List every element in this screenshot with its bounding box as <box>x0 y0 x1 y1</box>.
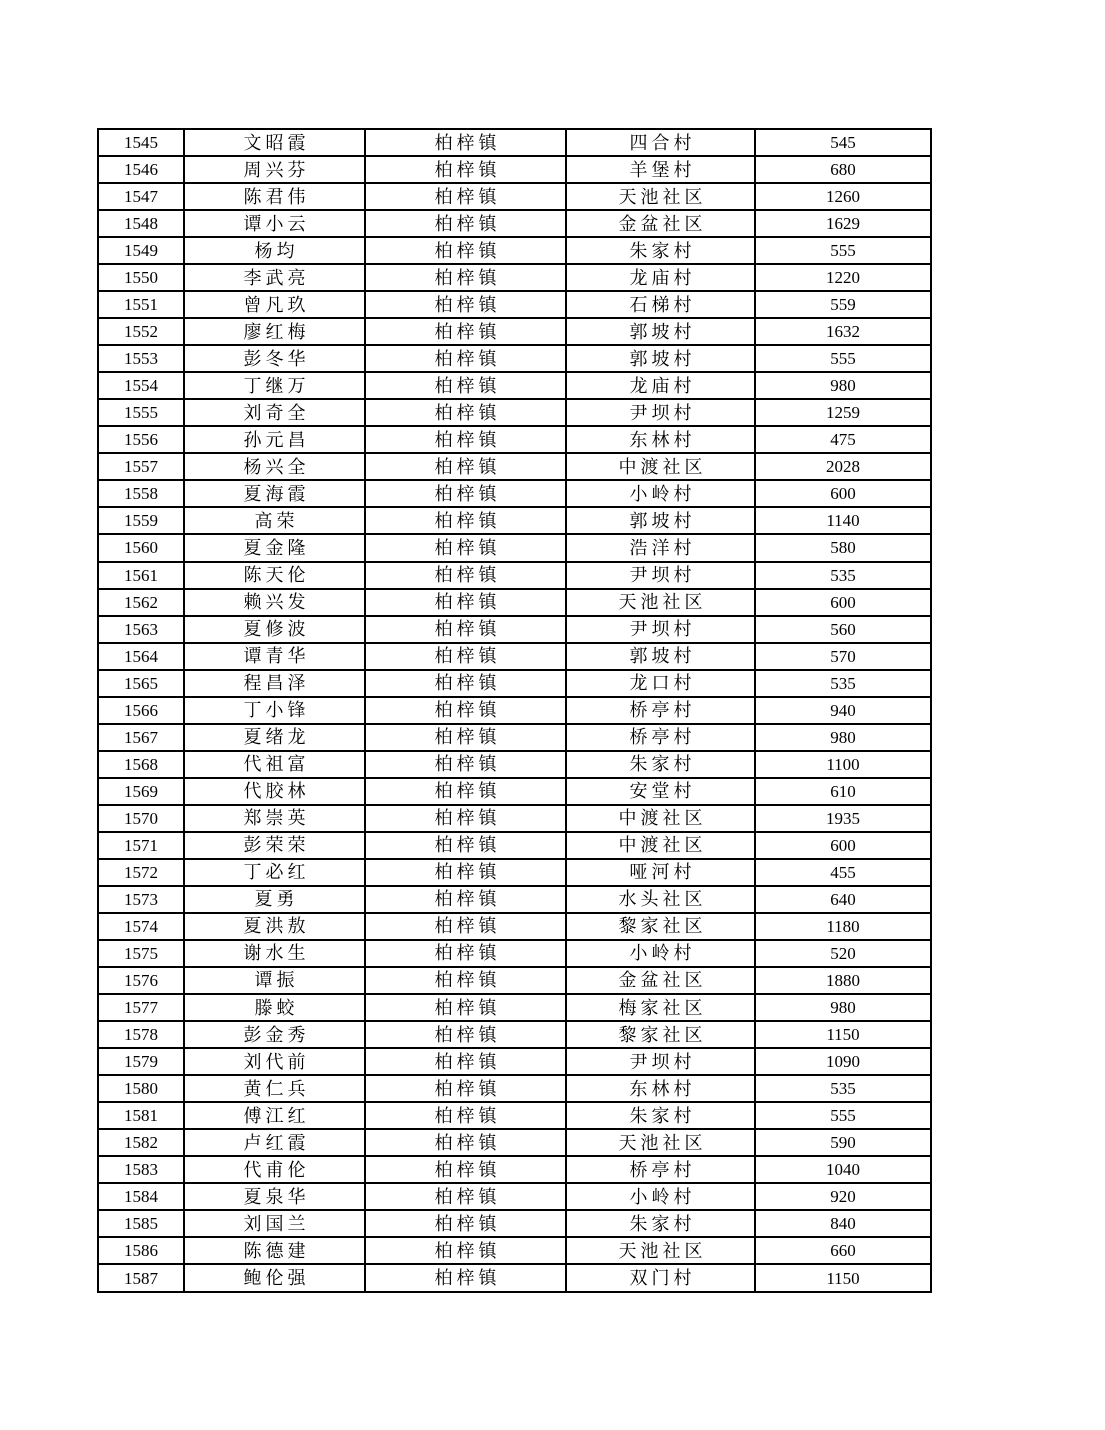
amount-cell: 2028 <box>755 453 931 480</box>
amount-cell: 475 <box>755 426 931 453</box>
table-row <box>98 1264 931 1292</box>
village-cell: 哑河村 <box>566 859 755 886</box>
amount-cell: 1220 <box>755 264 931 291</box>
name-cell: 杨兴全 <box>184 453 365 480</box>
village-cell: 朱家村 <box>566 1102 755 1129</box>
name-cell: 谢水生 <box>184 940 365 967</box>
village-cell: 桥亭村 <box>566 697 755 724</box>
roster-table <box>97 128 932 1293</box>
name-cell: 夏泉华 <box>184 1183 365 1210</box>
town-cell: 柏梓镇 <box>365 1210 566 1237</box>
table-row <box>98 1021 931 1048</box>
table-row <box>98 913 931 940</box>
village-cell: 中渡社区 <box>566 832 755 859</box>
amount-cell: 600 <box>755 480 931 507</box>
town-cell: 柏梓镇 <box>365 534 566 561</box>
row-id-cell: 1573 <box>98 886 184 913</box>
town-cell: 柏梓镇 <box>365 318 566 345</box>
row-id-cell: 1547 <box>98 183 184 210</box>
amount-cell: 590 <box>755 1129 931 1156</box>
row-id-cell: 1561 <box>98 562 184 589</box>
name-cell: 傅江红 <box>184 1102 365 1129</box>
name-cell: 赖兴发 <box>184 589 365 616</box>
name-cell: 曾凡玖 <box>184 291 365 318</box>
table-row <box>98 480 931 507</box>
row-id-cell: 1579 <box>98 1048 184 1075</box>
village-cell: 朱家村 <box>566 237 755 264</box>
name-cell: 陈天伦 <box>184 562 365 589</box>
row-id-cell: 1574 <box>98 913 184 940</box>
amount-cell: 840 <box>755 1210 931 1237</box>
table-row <box>98 129 931 156</box>
village-cell: 金盆社区 <box>566 967 755 994</box>
name-cell: 陈君伟 <box>184 183 365 210</box>
amount-cell: 1629 <box>755 210 931 237</box>
row-id-cell: 1577 <box>98 994 184 1021</box>
village-cell: 天池社区 <box>566 1237 755 1264</box>
town-cell: 柏梓镇 <box>365 1075 566 1102</box>
town-cell: 柏梓镇 <box>365 859 566 886</box>
name-cell: 夏洪敖 <box>184 913 365 940</box>
row-id-cell: 1580 <box>98 1075 184 1102</box>
name-cell: 代胶林 <box>184 778 365 805</box>
name-cell: 滕蛟 <box>184 994 365 1021</box>
name-cell: 谭小云 <box>184 210 365 237</box>
amount-cell: 1150 <box>755 1021 931 1048</box>
amount-cell: 455 <box>755 859 931 886</box>
row-id-cell: 1570 <box>98 805 184 832</box>
town-cell: 柏梓镇 <box>365 1021 566 1048</box>
amount-cell: 559 <box>755 291 931 318</box>
row-id-cell: 1558 <box>98 480 184 507</box>
row-id-cell: 1571 <box>98 832 184 859</box>
town-cell: 柏梓镇 <box>365 183 566 210</box>
row-id-cell: 1564 <box>98 643 184 670</box>
amount-cell: 1259 <box>755 399 931 426</box>
name-cell: 谭振 <box>184 967 365 994</box>
name-cell: 夏海霞 <box>184 480 365 507</box>
table-row <box>98 1183 931 1210</box>
town-cell: 柏梓镇 <box>365 724 566 751</box>
row-id-cell: 1575 <box>98 940 184 967</box>
village-cell: 金盆社区 <box>566 210 755 237</box>
table-row <box>98 1075 931 1102</box>
row-id-cell: 1582 <box>98 1129 184 1156</box>
roster-table-body <box>98 129 931 1292</box>
town-cell: 柏梓镇 <box>365 291 566 318</box>
row-id-cell: 1578 <box>98 1021 184 1048</box>
town-cell: 柏梓镇 <box>365 778 566 805</box>
village-cell: 安堂村 <box>566 778 755 805</box>
table-row <box>98 886 931 913</box>
village-cell: 尹坝村 <box>566 1048 755 1075</box>
town-cell: 柏梓镇 <box>365 453 566 480</box>
town-cell: 柏梓镇 <box>365 1048 566 1075</box>
village-cell: 四合村 <box>566 129 755 156</box>
village-cell: 东林村 <box>566 426 755 453</box>
name-cell: 黄仁兵 <box>184 1075 365 1102</box>
amount-cell: 520 <box>755 940 931 967</box>
row-id-cell: 1569 <box>98 778 184 805</box>
amount-cell: 980 <box>755 372 931 399</box>
amount-cell: 1632 <box>755 318 931 345</box>
name-cell: 代甫伦 <box>184 1156 365 1183</box>
name-cell: 丁小锋 <box>184 697 365 724</box>
table-row <box>98 1102 931 1129</box>
table-row <box>98 832 931 859</box>
town-cell: 柏梓镇 <box>365 940 566 967</box>
town-cell: 柏梓镇 <box>365 670 566 697</box>
village-cell: 龙庙村 <box>566 264 755 291</box>
table-row <box>98 1048 931 1075</box>
table-row <box>98 994 931 1021</box>
name-cell: 刘国兰 <box>184 1210 365 1237</box>
village-cell: 梅家社区 <box>566 994 755 1021</box>
table-row <box>98 507 931 534</box>
town-cell: 柏梓镇 <box>365 129 566 156</box>
table-row <box>98 426 931 453</box>
row-id-cell: 1556 <box>98 426 184 453</box>
table-row <box>98 967 931 994</box>
row-id-cell: 1552 <box>98 318 184 345</box>
row-id-cell: 1551 <box>98 291 184 318</box>
name-cell: 彭荣荣 <box>184 832 365 859</box>
amount-cell: 640 <box>755 886 931 913</box>
amount-cell: 570 <box>755 643 931 670</box>
row-id-cell: 1587 <box>98 1264 184 1292</box>
row-id-cell: 1553 <box>98 345 184 372</box>
name-cell: 夏金隆 <box>184 534 365 561</box>
village-cell: 水头社区 <box>566 886 755 913</box>
town-cell: 柏梓镇 <box>365 805 566 832</box>
town-cell: 柏梓镇 <box>365 616 566 643</box>
town-cell: 柏梓镇 <box>365 697 566 724</box>
row-id-cell: 1585 <box>98 1210 184 1237</box>
amount-cell: 1880 <box>755 967 931 994</box>
amount-cell: 1260 <box>755 183 931 210</box>
name-cell: 代祖富 <box>184 751 365 778</box>
table-row <box>98 291 931 318</box>
town-cell: 柏梓镇 <box>365 1102 566 1129</box>
amount-cell: 555 <box>755 1102 931 1129</box>
amount-cell: 580 <box>755 534 931 561</box>
table-row <box>98 643 931 670</box>
amount-cell: 1150 <box>755 1264 931 1292</box>
town-cell: 柏梓镇 <box>365 913 566 940</box>
village-cell: 天池社区 <box>566 183 755 210</box>
town-cell: 柏梓镇 <box>365 345 566 372</box>
name-cell: 丁继万 <box>184 372 365 399</box>
amount-cell: 535 <box>755 670 931 697</box>
village-cell: 中渡社区 <box>566 453 755 480</box>
amount-cell: 980 <box>755 994 931 1021</box>
town-cell: 柏梓镇 <box>365 751 566 778</box>
amount-cell: 555 <box>755 237 931 264</box>
town-cell: 柏梓镇 <box>365 589 566 616</box>
name-cell: 李武亮 <box>184 264 365 291</box>
village-cell: 天池社区 <box>566 1129 755 1156</box>
amount-cell: 545 <box>755 129 931 156</box>
town-cell: 柏梓镇 <box>365 210 566 237</box>
table-row <box>98 534 931 561</box>
amount-cell: 660 <box>755 1237 931 1264</box>
town-cell: 柏梓镇 <box>365 886 566 913</box>
row-id-cell: 1560 <box>98 534 184 561</box>
row-id-cell: 1554 <box>98 372 184 399</box>
amount-cell: 600 <box>755 589 931 616</box>
row-id-cell: 1568 <box>98 751 184 778</box>
village-cell: 东林村 <box>566 1075 755 1102</box>
town-cell: 柏梓镇 <box>365 156 566 183</box>
table-row <box>98 372 931 399</box>
village-cell: 郭坡村 <box>566 318 755 345</box>
village-cell: 双门村 <box>566 1264 755 1292</box>
village-cell: 浩洋村 <box>566 534 755 561</box>
amount-cell: 920 <box>755 1183 931 1210</box>
name-cell: 彭冬华 <box>184 345 365 372</box>
row-id-cell: 1546 <box>98 156 184 183</box>
table-row <box>98 562 931 589</box>
village-cell: 小岭村 <box>566 940 755 967</box>
town-cell: 柏梓镇 <box>365 426 566 453</box>
row-id-cell: 1572 <box>98 859 184 886</box>
row-id-cell: 1562 <box>98 589 184 616</box>
table-row <box>98 264 931 291</box>
name-cell: 谭青华 <box>184 643 365 670</box>
village-cell: 郭坡村 <box>566 507 755 534</box>
village-cell: 小岭村 <box>566 480 755 507</box>
row-id-cell: 1548 <box>98 210 184 237</box>
village-cell: 郭坡村 <box>566 643 755 670</box>
name-cell: 鲍伦强 <box>184 1264 365 1292</box>
row-id-cell: 1566 <box>98 697 184 724</box>
name-cell: 廖红梅 <box>184 318 365 345</box>
amount-cell: 1040 <box>755 1156 931 1183</box>
table-row <box>98 778 931 805</box>
amount-cell: 1090 <box>755 1048 931 1075</box>
name-cell: 夏修波 <box>184 616 365 643</box>
village-cell: 中渡社区 <box>566 805 755 832</box>
town-cell: 柏梓镇 <box>365 1156 566 1183</box>
name-cell: 卢红霞 <box>184 1129 365 1156</box>
name-cell: 杨均 <box>184 237 365 264</box>
table-row <box>98 156 931 183</box>
table-row <box>98 589 931 616</box>
table-row <box>98 940 931 967</box>
name-cell: 夏勇 <box>184 886 365 913</box>
row-id-cell: 1563 <box>98 616 184 643</box>
amount-cell: 535 <box>755 562 931 589</box>
town-cell: 柏梓镇 <box>365 994 566 1021</box>
row-id-cell: 1557 <box>98 453 184 480</box>
name-cell: 高荣 <box>184 507 365 534</box>
table-row <box>98 1237 931 1264</box>
village-cell: 小岭村 <box>566 1183 755 1210</box>
amount-cell: 1935 <box>755 805 931 832</box>
town-cell: 柏梓镇 <box>365 372 566 399</box>
amount-cell: 1140 <box>755 507 931 534</box>
name-cell: 丁必红 <box>184 859 365 886</box>
table-row <box>98 1156 931 1183</box>
table-row <box>98 345 931 372</box>
table-row <box>98 1210 931 1237</box>
row-id-cell: 1584 <box>98 1183 184 1210</box>
table-row <box>98 751 931 778</box>
row-id-cell: 1586 <box>98 1237 184 1264</box>
town-cell: 柏梓镇 <box>365 1183 566 1210</box>
town-cell: 柏梓镇 <box>365 264 566 291</box>
row-id-cell: 1581 <box>98 1102 184 1129</box>
town-cell: 柏梓镇 <box>365 1237 566 1264</box>
table-row <box>98 210 931 237</box>
village-cell: 黎家社区 <box>566 913 755 940</box>
amount-cell: 1180 <box>755 913 931 940</box>
village-cell: 黎家社区 <box>566 1021 755 1048</box>
village-cell: 朱家村 <box>566 1210 755 1237</box>
name-cell: 刘奇全 <box>184 399 365 426</box>
village-cell: 龙口村 <box>566 670 755 697</box>
name-cell: 陈德建 <box>184 1237 365 1264</box>
table-row <box>98 670 931 697</box>
table-row <box>98 318 931 345</box>
table-row <box>98 697 931 724</box>
name-cell: 周兴芬 <box>184 156 365 183</box>
row-id-cell: 1567 <box>98 724 184 751</box>
village-cell: 尹坝村 <box>566 562 755 589</box>
amount-cell: 1100 <box>755 751 931 778</box>
row-id-cell: 1555 <box>98 399 184 426</box>
village-cell: 石梯村 <box>566 291 755 318</box>
town-cell: 柏梓镇 <box>365 507 566 534</box>
row-id-cell: 1583 <box>98 1156 184 1183</box>
amount-cell: 535 <box>755 1075 931 1102</box>
name-cell: 孙元昌 <box>184 426 365 453</box>
table-row <box>98 1129 931 1156</box>
name-cell: 程昌泽 <box>184 670 365 697</box>
table-row <box>98 616 931 643</box>
table-row <box>98 399 931 426</box>
town-cell: 柏梓镇 <box>365 967 566 994</box>
amount-cell: 680 <box>755 156 931 183</box>
town-cell: 柏梓镇 <box>365 832 566 859</box>
name-cell: 郑崇英 <box>184 805 365 832</box>
town-cell: 柏梓镇 <box>365 399 566 426</box>
town-cell: 柏梓镇 <box>365 480 566 507</box>
amount-cell: 560 <box>755 616 931 643</box>
table-row <box>98 724 931 751</box>
table-row <box>98 183 931 210</box>
table-row <box>98 237 931 264</box>
village-cell: 尹坝村 <box>566 616 755 643</box>
amount-cell: 980 <box>755 724 931 751</box>
row-id-cell: 1550 <box>98 264 184 291</box>
row-id-cell: 1559 <box>98 507 184 534</box>
village-cell: 桥亭村 <box>566 1156 755 1183</box>
table-row <box>98 859 931 886</box>
row-id-cell: 1549 <box>98 237 184 264</box>
table-row <box>98 453 931 480</box>
amount-cell: 555 <box>755 345 931 372</box>
name-cell: 刘代前 <box>184 1048 365 1075</box>
village-cell: 桥亭村 <box>566 724 755 751</box>
row-id-cell: 1565 <box>98 670 184 697</box>
row-id-cell: 1576 <box>98 967 184 994</box>
village-cell: 羊堡村 <box>566 156 755 183</box>
village-cell: 郭坡村 <box>566 345 755 372</box>
town-cell: 柏梓镇 <box>365 643 566 670</box>
amount-cell: 610 <box>755 778 931 805</box>
village-cell: 龙庙村 <box>566 372 755 399</box>
amount-cell: 600 <box>755 832 931 859</box>
village-cell: 尹坝村 <box>566 399 755 426</box>
village-cell: 朱家村 <box>566 751 755 778</box>
name-cell: 文昭霞 <box>184 129 365 156</box>
name-cell: 彭金秀 <box>184 1021 365 1048</box>
town-cell: 柏梓镇 <box>365 1264 566 1292</box>
town-cell: 柏梓镇 <box>365 237 566 264</box>
amount-cell: 940 <box>755 697 931 724</box>
village-cell: 天池社区 <box>566 589 755 616</box>
table-row <box>98 805 931 832</box>
row-id-cell: 1545 <box>98 129 184 156</box>
town-cell: 柏梓镇 <box>365 1129 566 1156</box>
name-cell: 夏绪龙 <box>184 724 365 751</box>
town-cell: 柏梓镇 <box>365 562 566 589</box>
